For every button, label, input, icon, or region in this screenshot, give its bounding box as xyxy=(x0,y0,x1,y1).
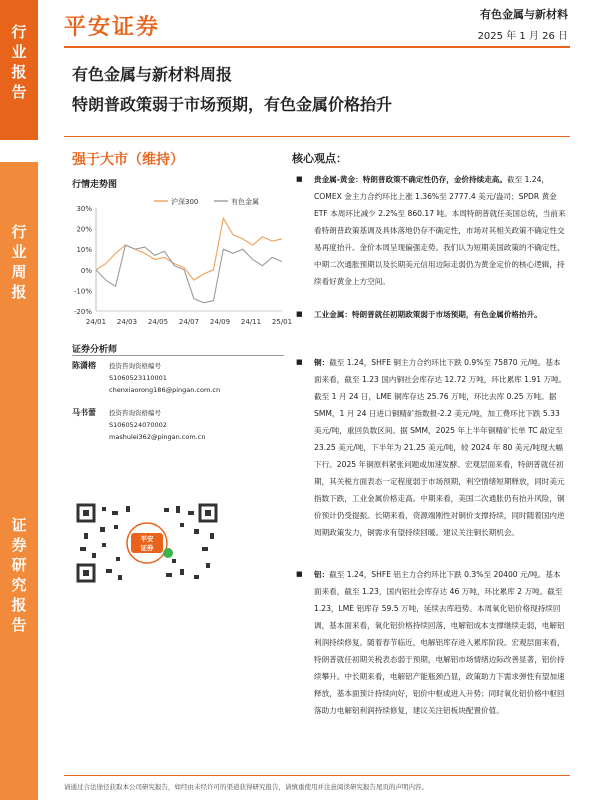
x-tick-label: 24/09 xyxy=(209,318,231,326)
report-date: 2025 年 1 月 26 日 xyxy=(477,31,568,42)
analyst-2 xyxy=(72,407,284,447)
analyst-id: S1060524070002 xyxy=(109,421,167,429)
qr-code[interactable] xyxy=(76,503,218,583)
qr-logo-text-bottom: 证券 xyxy=(140,544,154,552)
analyst-email[interactable]: mashulei362@pingan.com.cn xyxy=(109,433,206,441)
para-aluminum xyxy=(296,566,568,719)
x-tick-label: 24/03 xyxy=(116,318,138,326)
footer-disclaimer: 请通过合法途径获取本公司研究报告，如经由未经许可的渠道获得研究报告，请慎重使用并注意阅读研究报告尾页的声明内容。 xyxy=(64,783,428,791)
report-title: 有色金属与新材料周报 xyxy=(72,65,233,84)
rating-label: 强于大市（维持） xyxy=(72,152,184,168)
analyst-name: 陈潇榕 xyxy=(72,361,96,370)
analyst-1 xyxy=(72,360,284,400)
y-tick-label: -10% xyxy=(73,287,92,296)
chart-title: 行情走势图 xyxy=(72,180,118,190)
para-text: 截至 1.24，SHFE 铝主力合约环比下跌 0.3%至 20400 元/吨。基本面来看，截至 1.23，国内铝社会库存达 46 万吨，环比累库 2 万吨。截至 1.23，LME 铝库存 59.5 万吨，延续去库趋势。本周氧化铝价格现持续回调，基本面来看，氧化铝价格持续回落，电解铝成本支撑继续走弱，电解铝利润持续修复。随着春节临近，电解铝库存进入累库阶段。宏观层面来看，特朗普就任初期关税表态弱于预期，电解铝市场情绪边际改善显著，铝价持续攀升。中长期来看，电解铝产能瓶颈凸显，政策助力下需求弹性有望加速释放，基本面预计持续向好，铝价中枢或进入升势；同时氧化铝价格中枢回落助力电解铝利润持续修复，建议关注铝板块配置价值。 xyxy=(314,570,565,715)
para-heading: 铝： xyxy=(314,570,330,579)
para-copper xyxy=(296,354,568,541)
y-tick-label: 30% xyxy=(76,205,92,213)
sidebar-label-industry-weekly: 行 业 周 报 xyxy=(11,223,27,301)
header-divider xyxy=(64,46,570,48)
x-tick-label: 25/01 xyxy=(271,318,293,326)
qr-logo-text-top: 平安 xyxy=(140,535,154,543)
qr-logo-badge xyxy=(127,523,173,563)
wechat-icon xyxy=(163,548,173,558)
header-info xyxy=(478,6,568,42)
bullet-icon: ■ xyxy=(296,310,303,318)
analyst-name: 马书蕾 xyxy=(72,408,96,417)
para-heading: 铜： xyxy=(314,358,330,367)
analyst-id: S1060523110001 xyxy=(109,374,167,382)
para-text: 截至 1.24，SHFE 铜主力合约环比下跌 0.9%至 75870 元/吨。基本面来看，截至 1.23 国内铜社会库存达 12.72 万吨，环比累库 1.91 万吨。截至 1 月 24 日，LME 铜库存达 25.76 万吨，环比去库 0.25 万吨。据 SMM，1 月 24 日进口铜精矿指数报-2.2 美元/吨，加工费环比下跌 5.33 美元/吨，重回负数区间。据 SMM，2025 年上半年铜精矿长单 TC 敲定至 23.25 美元/吨，下半年为 21.25 美元/吨，较 2024 年 80 美元/吨现大幅下行。2025 年铜原料紧张问题或加速发酵。宏观层面来看，特朗普就任初期，其关税方面表态一定程度弱于市场预期，利空情绪短期释放，同时美元指数下跌，工业金属价格走高。中期来看，美国二次通胀仍有抬升风险，铜价预计仍受提振。长期来看，资源端刚性对铜价支撑持续，同时随着国内逆周期政策发力，铜需求有望持续回暖。建议关注铜长期机会。 xyxy=(314,358,567,537)
y-tick-label: -20% xyxy=(73,308,92,316)
x-tick-label: 24/11 xyxy=(240,318,262,326)
y-tick-label: 20% xyxy=(76,225,92,234)
market-trend-chart xyxy=(58,192,293,332)
para-heading: 工业金属：特朗普就任初期政策弱于市场预期，有色金属价格抬升。 xyxy=(314,310,542,319)
sidebar-label-research-report: 证 券 研 究 报 告 xyxy=(11,516,27,634)
title-divider xyxy=(64,136,570,137)
para-gold xyxy=(296,171,568,290)
bullet-icon: ■ xyxy=(296,358,303,366)
y-tick-label: 10% xyxy=(76,246,92,255)
x-tick-label: 24/01 xyxy=(85,318,107,326)
x-tick-label: 24/05 xyxy=(147,318,169,326)
analyst-role: 投资咨询资格编号 xyxy=(109,362,161,370)
analyst-role: 投资咨询资格编号 xyxy=(109,409,161,417)
report-type: 有色金属与新材料 xyxy=(480,8,568,21)
sidebar xyxy=(0,0,38,800)
sidebar-label-industry-report: 行 业 报 告 xyxy=(11,23,27,101)
footer-divider xyxy=(64,775,570,776)
core-views-title: 核心观点： xyxy=(292,152,347,165)
y-tick-label: 0% xyxy=(80,266,92,275)
para-industrial-metals xyxy=(296,306,568,323)
para-text: 截至 1.24，COMEX 金主力合约环比上涨 1.36%至 2777.4 美元/盎司；SPDR 黄金 ETF 本周环比减少 2.2%至 860.17 吨。本周特朗普就任美国总统，当前来看特朗普政策基调及具体落地仍存不确定性，市场对其相关政策不确定性交易再度抬升。金价本周呈现偏强走势。我们认为短期美国政策的不确定性、中期二次通胀预期以及长期美元信用边际走弱仍为黄金定价的核心逻辑，持续看好黄金上方空间。 xyxy=(314,175,566,286)
legend-label: 有色金属 xyxy=(231,198,259,206)
brand-logo: 平安证券 xyxy=(64,15,161,40)
report-subtitle: 特朗普政策弱于市场预期，有色金属价格抬升 xyxy=(72,95,393,114)
x-tick-label: 24/07 xyxy=(178,318,200,326)
bullet-icon: ■ xyxy=(296,175,303,183)
analysts-label: 证券分析师 xyxy=(72,345,118,355)
legend-label: 沪深300 xyxy=(171,198,199,206)
analyst-email[interactable]: chenxiaorong186@pingan.com.cn xyxy=(109,386,221,394)
bullet-icon: ■ xyxy=(296,570,303,578)
para-heading: 贵金属-黄金：特朗普政策不确定性仍存，金价持续走高。 xyxy=(314,175,507,184)
